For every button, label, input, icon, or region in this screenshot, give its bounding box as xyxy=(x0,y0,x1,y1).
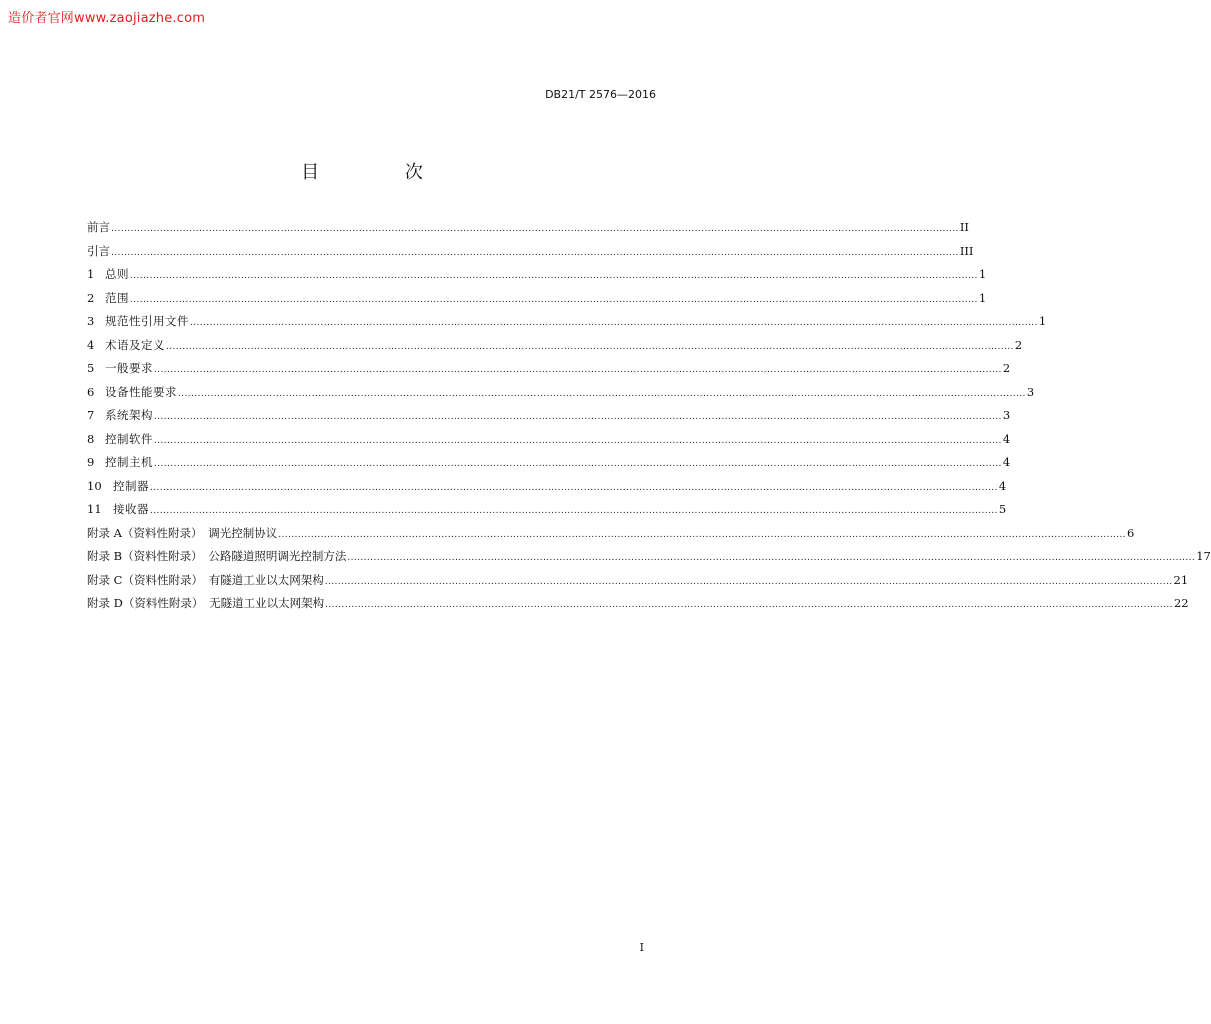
toc-entry-page: 1 xyxy=(978,290,987,305)
page-title: 目 次 xyxy=(301,162,463,183)
toc-entry-label: 接收器 xyxy=(113,502,149,516)
toc-entry-label: 术语及定义 xyxy=(105,337,165,352)
toc-entry-page: 1 xyxy=(978,267,987,281)
document-code: DB21/T 2576—2016 xyxy=(545,88,656,101)
toc-dot-leader: .................................................................................................................................................................................................................................................................... xyxy=(154,365,1002,375)
toc-entry-number: 4 xyxy=(87,337,95,352)
toc-dot-leader: .................................................................................................................................................................................................................................................................... xyxy=(154,435,1002,446)
toc-dot-leader: .................................................................................................................................................................................................................................................................... xyxy=(166,341,1014,352)
toc-entry[interactable] xyxy=(87,572,1189,596)
toc-entry-label: 控制软件 xyxy=(105,431,153,446)
toc-entry-page: 4 xyxy=(1002,431,1011,446)
toc-entry[interactable] xyxy=(87,501,1007,525)
toc-entry-label: 范围 xyxy=(105,290,129,305)
toc-entry-page: 2 xyxy=(1014,337,1023,352)
toc-entry-page: 2 xyxy=(1002,361,1011,375)
toc-entry-number: 3 xyxy=(87,314,95,328)
toc-entry[interactable] xyxy=(87,266,987,290)
toc-dot-leader: .................................................................................................................................................................................................................................................................... xyxy=(111,224,959,234)
toc-dot-leader: .................................................................................................................................................................................................................................................................... xyxy=(150,482,998,493)
toc-entry[interactable] xyxy=(87,431,1011,455)
toc-entry-page: 4 xyxy=(998,478,1007,493)
toc-entry-label: 附录 B（资料性附录） 公路隧道照明调光控制方法 xyxy=(87,549,347,563)
toc-dot-leader: .................................................................................................................................................................................................................................................................... xyxy=(154,459,1002,469)
toc-entry[interactable] xyxy=(87,290,987,314)
toc-entry-label: 一般要求 xyxy=(105,361,153,375)
toc-entry-number: 5 xyxy=(87,361,95,375)
table-of-contents xyxy=(87,219,1211,619)
toc-entry[interactable] xyxy=(87,407,1011,431)
toc-entry-label: 控制器 xyxy=(113,478,149,493)
toc-dot-leader: .................................................................................................................................................................................................................................................................... xyxy=(154,412,1002,422)
toc-entry-page: 6 xyxy=(1127,525,1135,540)
toc-dot-leader: .................................................................................................................................................................................................................................................................... xyxy=(130,271,978,281)
toc-dot-leader: .................................................................................................................................................................................................................................................................... xyxy=(178,388,1026,399)
toc-entry-label: 规范性引用文件 xyxy=(105,314,189,328)
toc-entry-label: 附录 C（资料性附录） 有隧道工业以太网架构 xyxy=(87,572,324,587)
toc-entry-label: 控制主机 xyxy=(105,455,153,469)
toc-entry-page: 17 xyxy=(1196,549,1211,563)
toc-entry[interactable] xyxy=(87,219,969,243)
toc-entry-number: 10 xyxy=(87,478,102,493)
toc-entry[interactable] xyxy=(87,454,1011,478)
toc-entry-label: 附录 D（资料性附录） 无隧道工业以太网架构 xyxy=(87,596,325,610)
toc-entry-label: 设备性能要求 xyxy=(105,384,177,399)
toc-entry-number: 1 xyxy=(87,267,95,281)
watermark-link[interactable]: 造价者官网www.zaojiazhe.com xyxy=(8,11,206,26)
toc-entry[interactable] xyxy=(87,525,1135,549)
toc-entry-label: 引言 xyxy=(87,243,110,258)
toc-entry-label: 附录 A（资料性附录） 调光控制协议 xyxy=(87,525,278,540)
toc-entry-number: 6 xyxy=(87,384,95,399)
toc-dot-leader: .................................................................................................................................................................................................................................................................... xyxy=(325,600,1173,610)
toc-entry-page: 3 xyxy=(1002,408,1011,422)
toc-entry-number: 7 xyxy=(87,408,95,422)
toc-entry-page: III xyxy=(959,243,974,258)
page-number: I xyxy=(639,941,644,954)
toc-dot-leader: .................................................................................................................................................................................................................................................................... xyxy=(347,553,1196,563)
toc-entry[interactable] xyxy=(87,360,1011,384)
toc-entry-number: 11 xyxy=(87,502,102,516)
toc-entry[interactable] xyxy=(87,595,1189,619)
toc-entry-page: 21 xyxy=(1173,572,1189,587)
toc-entry[interactable] xyxy=(87,313,1047,337)
toc-dot-leader: .................................................................................................................................................................................................................................................................... xyxy=(130,294,978,305)
toc-entry-page: 1 xyxy=(1038,314,1047,328)
toc-entry[interactable] xyxy=(87,384,1035,408)
toc-entry-page: 22 xyxy=(1173,596,1189,610)
toc-entry[interactable] xyxy=(87,548,1211,572)
toc-entry-label: 前言 xyxy=(87,220,110,234)
toc-entry-page: 5 xyxy=(998,502,1007,516)
toc-dot-leader: .................................................................................................................................................................................................................................................................... xyxy=(324,576,1173,587)
toc-dot-leader: .................................................................................................................................................................................................................................................................... xyxy=(111,247,959,258)
toc-dot-leader: .................................................................................................................................................................................................................................................................... xyxy=(150,506,998,516)
toc-entry-page: 3 xyxy=(1026,384,1035,399)
toc-dot-leader: .................................................................................................................................................................................................................................................................... xyxy=(190,318,1038,328)
toc-entry[interactable] xyxy=(87,478,1007,502)
toc-entry-number: 9 xyxy=(87,455,95,469)
toc-entry-page: II xyxy=(959,220,969,234)
toc-entry-number: 2 xyxy=(87,290,95,305)
toc-entry-label: 系统架构 xyxy=(105,408,153,422)
toc-entry[interactable] xyxy=(87,243,974,267)
toc-entry[interactable] xyxy=(87,337,1023,361)
toc-dot-leader: .................................................................................................................................................................................................................................................................... xyxy=(278,529,1127,540)
toc-entry-page: 4 xyxy=(1002,455,1011,469)
toc-entry-number: 8 xyxy=(87,431,95,446)
toc-entry-label: 总则 xyxy=(105,267,129,281)
